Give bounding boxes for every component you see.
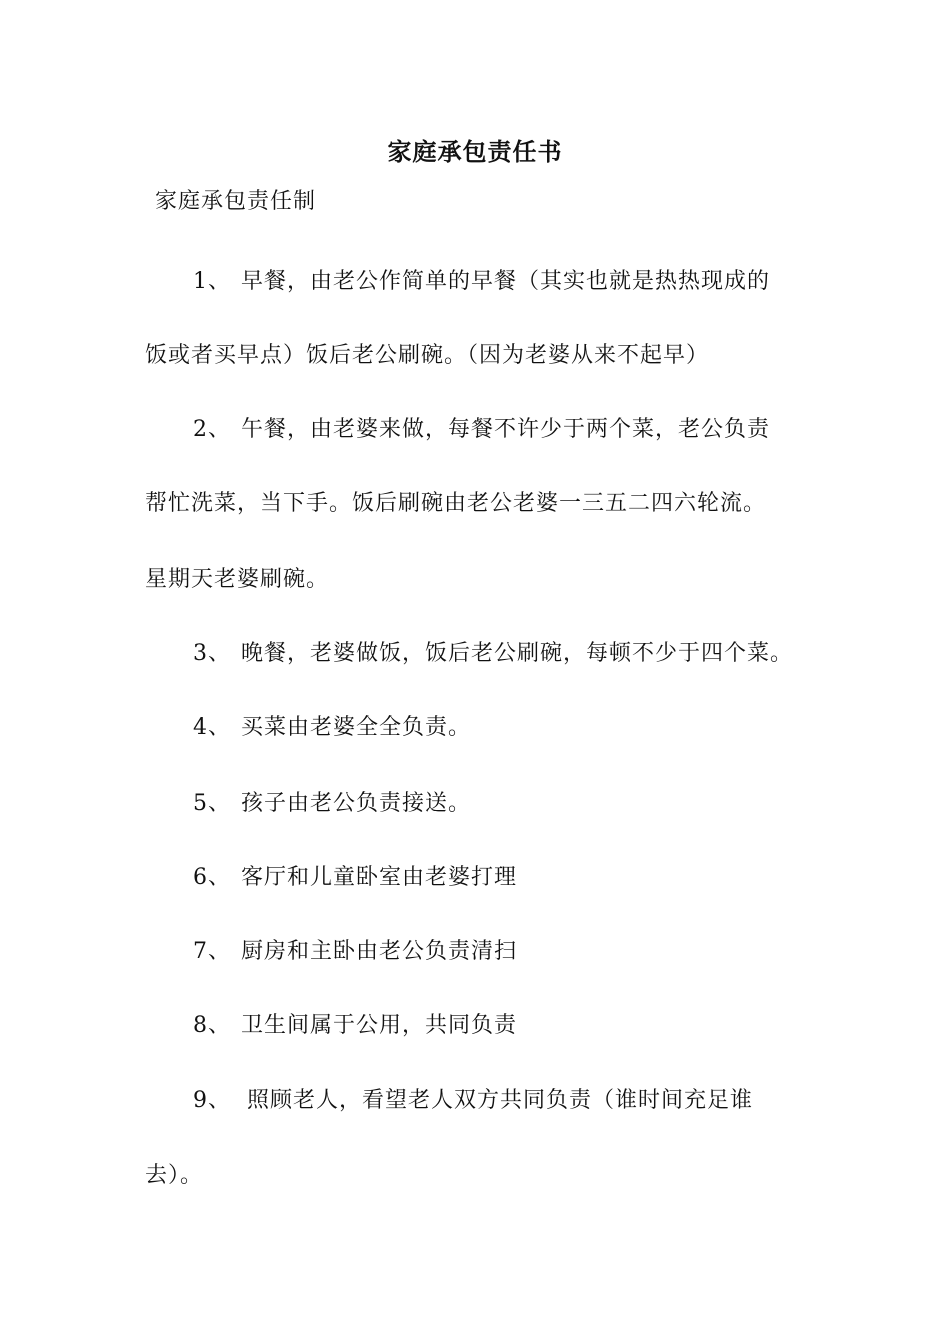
list-item-5 <box>193 786 471 817</box>
list-item-text: 早餐，由老公作简单的早餐（其实也就是热热现成的 <box>241 269 771 294</box>
list-item-text: 客厅和儿童卧室由老婆打理 <box>241 865 518 890</box>
list-item-number: 1、 <box>193 269 231 294</box>
list-item-text: 午餐，由老婆来做，每餐不许少于两个菜，老公负责 <box>241 417 771 442</box>
list-item-number: 9、 <box>193 1088 231 1113</box>
list-item-1-first-line <box>193 264 770 295</box>
list-item-text: 买菜由老婆全全负责。 <box>241 715 472 740</box>
list-item-9-first-line <box>193 1083 753 1114</box>
list-item-2-continuation: 星期天老婆刷碗。 <box>145 567 330 592</box>
list-item-3 <box>193 636 793 667</box>
list-item-8 <box>193 1008 517 1039</box>
list-item-6 <box>193 860 517 891</box>
document-title: 家庭承包责任书 <box>387 137 563 166</box>
list-item-number: 6、 <box>193 865 231 890</box>
list-item-text: 卫生间属于公用，共同负责 <box>241 1013 518 1038</box>
list-item-number: 7、 <box>193 939 231 964</box>
list-item-text: 厨房和主卧由老公负责清扫 <box>241 939 518 964</box>
list-item-text: 照顾老人，看望老人双方共同负责（谁时间充足谁 <box>247 1088 754 1113</box>
list-item-number: 2、 <box>193 417 231 442</box>
list-item-number: 8、 <box>193 1013 231 1038</box>
list-item-1-continuation: 饭或者买早点）饭后老公刷碗。（因为老婆从来不起早） <box>145 343 710 368</box>
list-item-number: 5、 <box>193 791 231 816</box>
list-item-2-first-line <box>193 412 770 443</box>
list-item-7 <box>193 934 517 965</box>
list-item-2-continuation: 帮忙洗菜，当下手。饭后刷碗由老公老婆一三五二四六轮流。 <box>145 491 767 516</box>
list-item-4 <box>193 710 471 741</box>
list-item-text: 孩子由老公负责接送。 <box>241 791 472 816</box>
list-item-text: 晚餐，老婆做饭，饭后老公刷碗，每顿不少于四个菜。 <box>241 641 794 666</box>
list-item-number: 4、 <box>193 715 231 740</box>
list-item-number: 3、 <box>193 641 231 666</box>
document-subtitle: 家庭承包责任制 <box>155 189 317 214</box>
list-item-9-continuation: 去）。 <box>145 1163 204 1188</box>
